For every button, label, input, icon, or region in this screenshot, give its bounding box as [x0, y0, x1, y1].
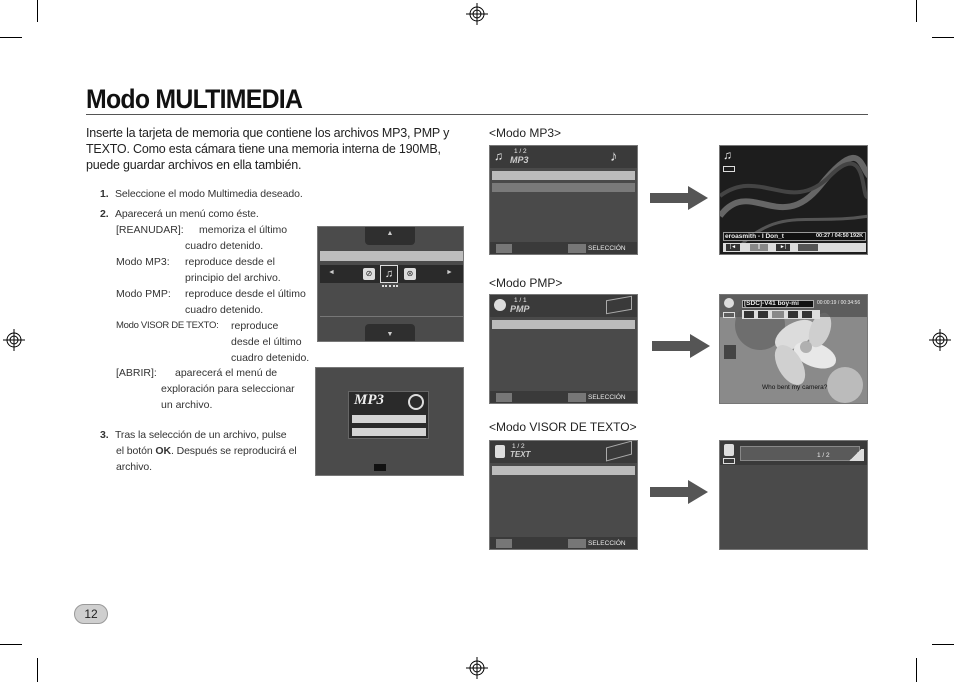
registration-mark-icon: [929, 329, 951, 351]
mode-pmp-label: <Modo PMP>: [489, 276, 563, 290]
playback-controls: [723, 243, 866, 252]
arrow-right-icon: [650, 186, 708, 210]
pause-button: [772, 311, 784, 318]
registration-mark-icon: [466, 3, 488, 25]
menu-bottom-bar: [320, 316, 463, 317]
nav-icon: [496, 244, 512, 253]
select-button-indicator: [568, 539, 586, 548]
step-3: [100, 427, 287, 443]
select-label: SELECCIÓN: [588, 540, 626, 547]
subtitle-text: Who bent my camera?: [762, 384, 828, 391]
step-number: 1.: [100, 188, 109, 200]
page-counter: 1 / 2: [817, 452, 830, 459]
pmp-list-screen: [489, 294, 638, 404]
page-title: Modo MULTIMEDIA: [86, 84, 303, 114]
registration-mark-icon: [466, 657, 488, 679]
def-mp3-desc: principio del archivo.: [185, 272, 281, 284]
menu-top-bar: [320, 251, 463, 261]
def-mp3-label: Modo MP3:: [116, 256, 170, 268]
open-menu-screen: [315, 367, 464, 476]
page-number-badge: 12: [74, 604, 108, 624]
def-abrir-desc: un archivo.: [161, 399, 213, 411]
step-3-line2: el botón OK. Después se reproducirá el: [116, 445, 297, 457]
document-icon: [724, 444, 734, 456]
step-number: 2.: [100, 208, 109, 220]
file-counter: 1 / 2: [514, 148, 527, 155]
document-icon: [495, 445, 505, 458]
open-menu-header: MP3: [354, 392, 384, 408]
bitrate-label: 192K: [850, 233, 864, 239]
right-arrow-icon: ►: [446, 269, 453, 276]
step-number: 3.: [100, 429, 109, 441]
resume-icon: ⊘: [363, 268, 375, 280]
pause-button: ||: [750, 244, 768, 251]
mode-mp3-label: <Modo MP3>: [489, 126, 562, 140]
up-arrow-button: ▲: [365, 227, 415, 245]
battery-icon: [723, 312, 735, 318]
rewind-button: [758, 311, 768, 318]
track-title: eroasmith - I Don_t: [725, 233, 784, 240]
list-item-selected: [492, 466, 635, 475]
music-note-icon: ♫: [723, 148, 732, 162]
def-abrir-label: [ABRIR]:: [116, 367, 157, 379]
list-header-title: TEXT: [510, 450, 531, 459]
list-header-title: PMP: [510, 304, 530, 314]
select-button-indicator: [568, 244, 586, 253]
select-button-indicator: [568, 393, 586, 402]
list-item-selected: [492, 171, 635, 180]
video-time: 00:00:19 / 00:34:56: [817, 300, 861, 306]
title-divider: [86, 114, 868, 115]
file-counter: 1 / 2: [512, 443, 525, 450]
def-visor-desc: desde el último: [231, 336, 302, 348]
step-text: Aparecerá un menú como éste.: [115, 208, 259, 220]
def-reanudar-desc: cuadro detenido.: [185, 240, 264, 252]
crop-mark: [932, 37, 954, 38]
mp3-list-screen: [489, 145, 638, 255]
film-reel-icon: [724, 298, 734, 308]
ok-button-indicator: [374, 464, 386, 471]
open-menu-item: [352, 415, 426, 423]
next-track-button: ►|: [776, 244, 790, 251]
def-reanudar-label: [REANUDAR]:: [116, 224, 184, 236]
nav-icon: [496, 393, 512, 402]
left-arrow-icon: ◄: [328, 269, 335, 276]
mode-visor-label: <Modo VISOR DE TEXTO>: [489, 420, 637, 434]
crop-mark: [916, 0, 917, 22]
def-mp3-desc: reproduce desde el: [185, 256, 275, 268]
battery-icon: [723, 458, 735, 464]
step-3-line3: archivo.: [116, 461, 152, 473]
music-note-icon: ♫: [494, 149, 503, 163]
next-button: [802, 311, 812, 318]
text-list-screen: [489, 440, 638, 550]
mp3-playback-screen: [719, 145, 868, 255]
page-bar: [740, 446, 860, 461]
def-visor-desc: cuadro detenido.: [231, 352, 310, 364]
prev-track-button: |◄: [726, 244, 740, 251]
film-reel-icon: [494, 299, 506, 311]
def-pmp-desc: cuadro detenido.: [185, 304, 264, 316]
def-pmp-label: Modo PMP:: [116, 288, 171, 300]
forward-button: [788, 311, 798, 318]
crop-mark: [37, 658, 38, 682]
film-reel-icon: ⊛: [404, 268, 416, 280]
step-2: [100, 206, 259, 222]
def-abrir-desc: exploración para seleccionar: [161, 383, 295, 395]
arrow-right-icon: [652, 334, 710, 358]
nav-icon: [496, 539, 512, 548]
crop-mark: [0, 644, 22, 645]
volume-icon: [846, 449, 864, 461]
prev-button: [744, 311, 754, 318]
select-label: SELECCIÓN: [588, 245, 626, 252]
def-visor-label: Modo VISOR DE TEXTO:: [116, 320, 219, 331]
step-1: [100, 186, 303, 202]
volume-icon: [798, 244, 818, 251]
mode-menu-screen: [317, 226, 464, 342]
headphone-icon: [408, 394, 424, 410]
list-item: [492, 183, 635, 192]
def-pmp-desc: reproduce desde el último: [185, 288, 306, 300]
def-visor-desc: reproduce: [231, 320, 279, 332]
guitar-icon: ♪: [610, 148, 618, 165]
battery-icon: [723, 166, 735, 172]
track-time: 00:27 / 04:50: [816, 233, 849, 239]
registration-mark-icon: [3, 329, 25, 351]
arrow-right-icon: [650, 480, 708, 504]
list-header-title: MP3: [510, 155, 529, 165]
text-viewer-screen: [719, 440, 868, 550]
def-reanudar-desc: memoriza el último: [199, 224, 288, 236]
page-dots: [382, 285, 398, 287]
ok-key-label: OK: [155, 445, 171, 457]
down-arrow-button: ▼: [365, 324, 415, 342]
crop-mark: [916, 658, 917, 682]
video-file-name: [SDC]-V41 boy-mi: [744, 300, 799, 307]
music-note-icon: ♫: [380, 265, 398, 283]
open-menu-item: [352, 428, 426, 436]
step-text: Seleccione el modo Multimedia deseado.: [115, 188, 303, 200]
crop-mark: [0, 37, 22, 38]
file-counter: 1 / 1: [514, 297, 527, 304]
pmp-playback-screen: [719, 294, 868, 404]
list-item-selected: [492, 320, 635, 329]
status-icon: [724, 345, 736, 359]
select-label: SELECCIÓN: [588, 394, 626, 401]
def-abrir-desc: aparecerá el menú de: [175, 367, 278, 379]
crop-mark: [932, 644, 954, 645]
crop-mark: [37, 0, 38, 22]
intro-paragraph: Inserte la tarjeta de memoria que contiene los archivos MP3, PMP y TEXTO. Como esta cámara tiene una memoria interna de 190MB, puede guardar archivos en ella también.: [86, 126, 450, 172]
step-text: Tras la selección de un archivo, pulse: [115, 429, 287, 441]
